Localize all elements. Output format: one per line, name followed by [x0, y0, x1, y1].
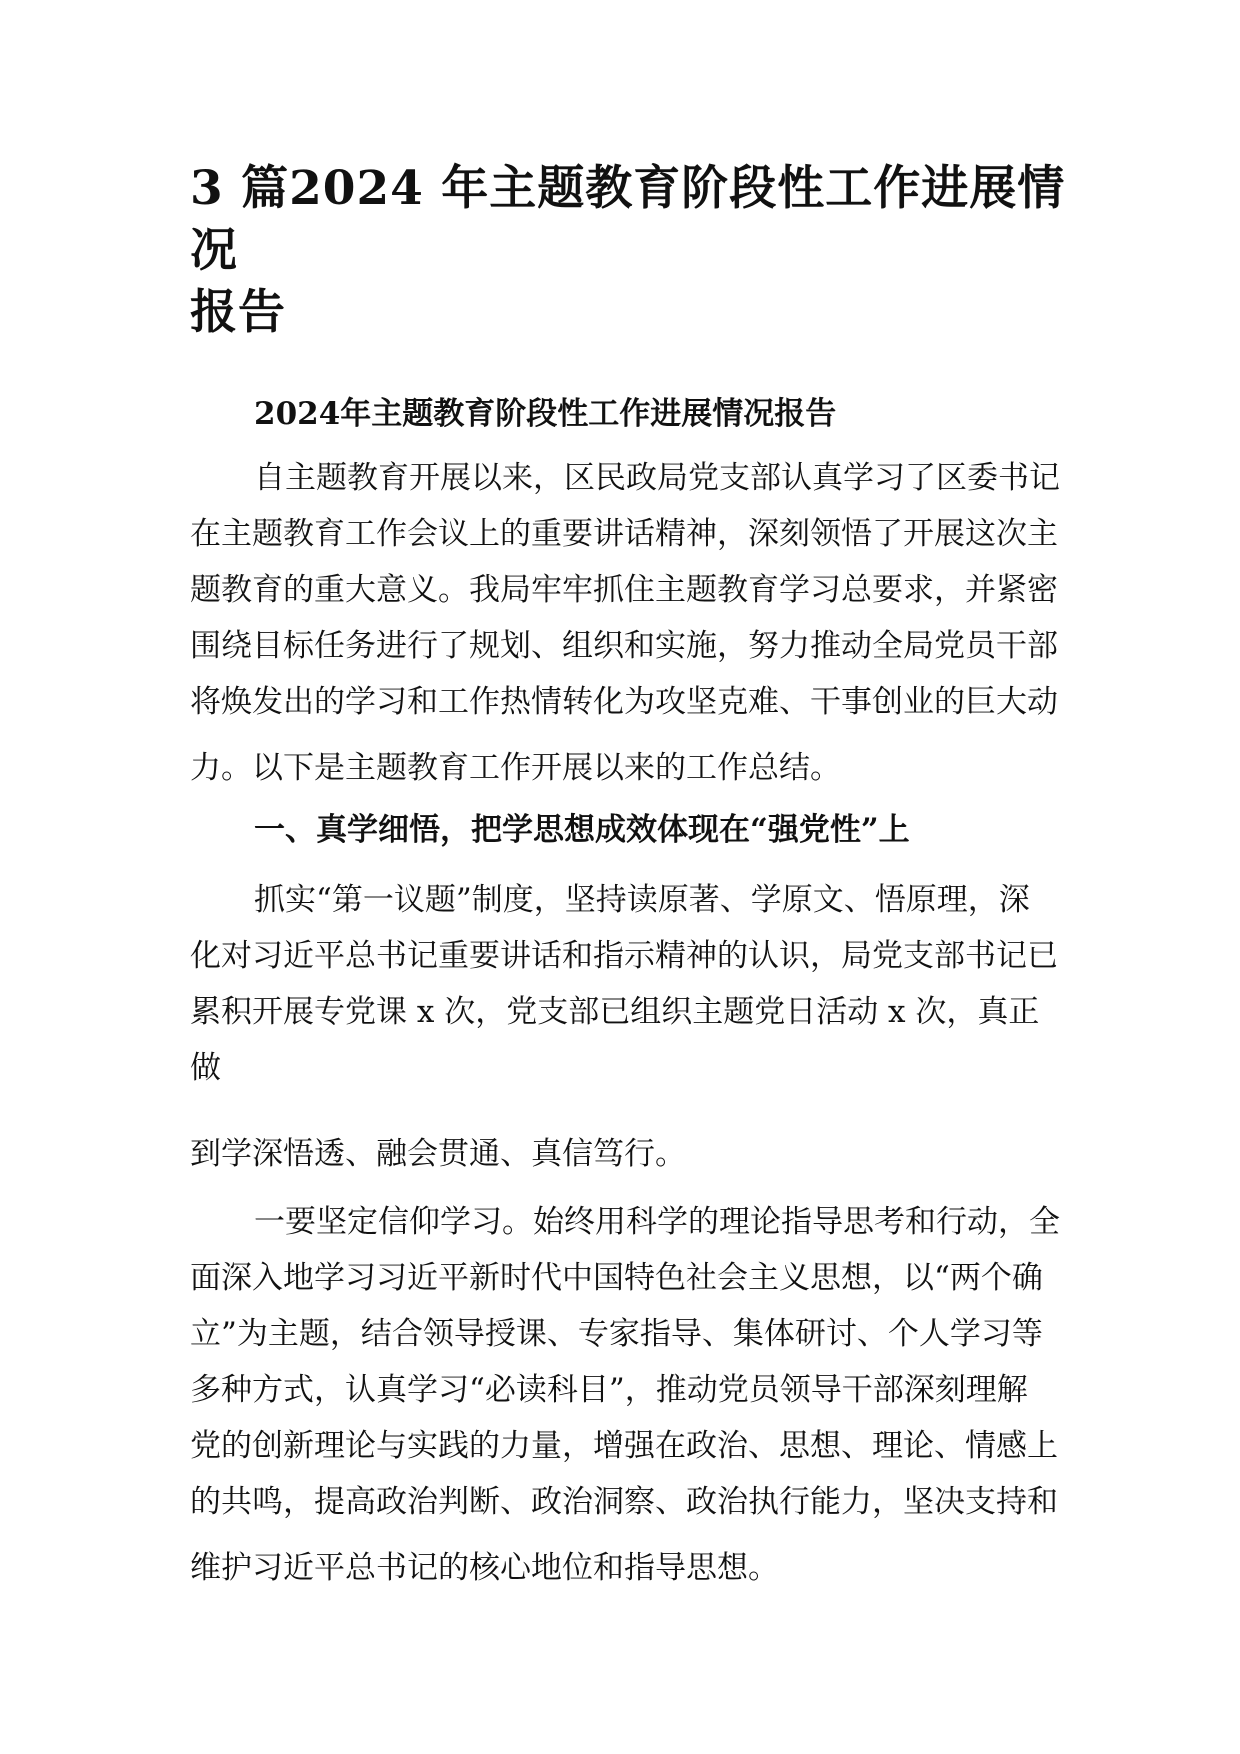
paragraph-line: 做 [190, 1050, 221, 1086]
paragraph-line: 围绕目标任务进行了规划、组织和实施，努力推动全局党员干部 [190, 628, 1058, 664]
paragraph-line: 多种方式，认真学习“必读科目”，推动党员领导干部深刻理解 [190, 1372, 1028, 1408]
paragraph-line: 维护习近平总书记的核心地位和指导思想。 [190, 1550, 779, 1586]
paragraph-line: 的共鸣，提高政治判断、政治洞察、政治执行能力，坚决支持和 [190, 1484, 1058, 1520]
paragraph-line: 一要坚定信仰学习。始终用科学的理论指导思考和行动，全 [254, 1204, 1060, 1240]
paragraph-line: 立”为主题，结合领导授课、专家指导、集体研讨、个人学习等 [190, 1316, 1043, 1352]
document-title-line-2: 报告 [190, 285, 286, 340]
document-title [190, 158, 1070, 344]
paragraph-line: 力。以下是主题教育工作开展以来的工作总结。 [190, 750, 841, 786]
paragraph-line: 题教育的重大意义。我局牢牢抓住主题教育学习总要求，并紧密 [190, 572, 1058, 608]
paragraph-line: 在主题教育工作会议上的重要讲话精神，深刻领悟了开展这次主 [190, 516, 1058, 552]
paragraph-line: 抓实“第一议题”制度，坚持读原著、学原文、悟原理，深 [254, 882, 1030, 918]
document-title-line-1: 3 篇2024 年主题教育阶段性工作进展情况 [190, 161, 1066, 278]
paragraph-line: 党的创新理论与实践的力量，增强在政治、思想、理论、情感上 [190, 1428, 1058, 1464]
paragraph-line: 到学深悟透、融会贯通、真信笃行。 [190, 1136, 686, 1172]
paragraph-line: 将焕发出的学习和工作热情转化为攻坚克难、干事创业的巨大动 [190, 684, 1058, 720]
paragraph-line: 化对习近平总书记重要讲话和指示精神的认识，局党支部书记已 [190, 938, 1058, 974]
section-heading: 一、真学细悟，把学思想成效体现在“强党性”上 [254, 812, 910, 848]
paragraph-line: 累积开展专党课 x 次，党支部已组织主题党日活动 x 次，真正 [190, 994, 1040, 1030]
paragraph-line: 自主题教育开展以来，区民政局党支部认真学习了区委书记 [254, 460, 1060, 496]
report-subtitle: 2024年主题教育阶段性工作进展情况报告 [254, 396, 837, 432]
paragraph-line: 面深入地学习习近平新时代中国特色社会主义思想，以“两个确 [190, 1260, 1043, 1296]
